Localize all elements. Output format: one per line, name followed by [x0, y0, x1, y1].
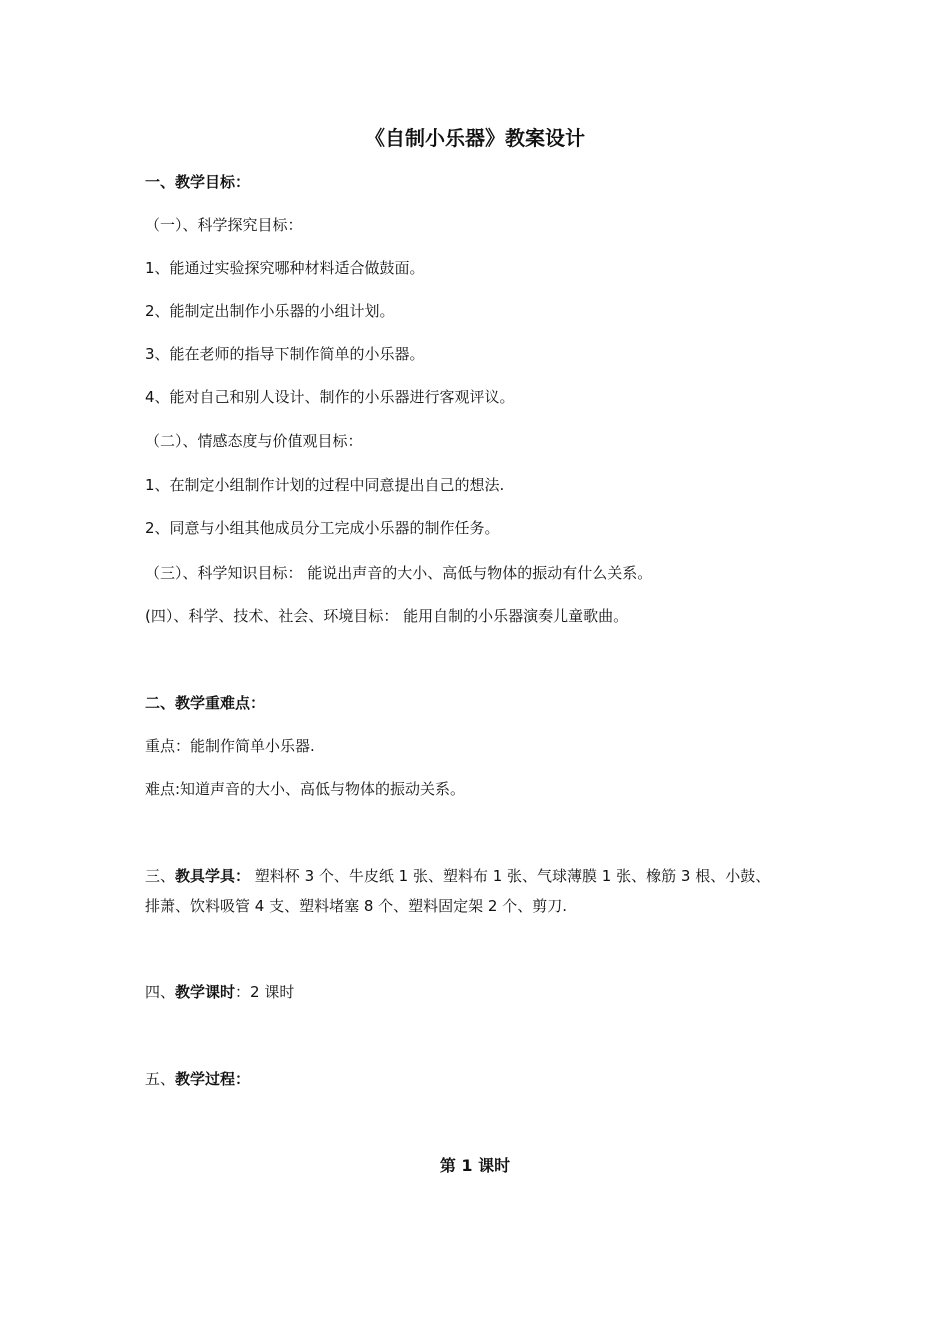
section3-label: 教具学具： [175, 867, 251, 885]
section4-label: 教学课时 [175, 983, 236, 1001]
section1-item: 2、同意与小组其他成员分工完成小乐器的制作任务。 [145, 519, 500, 537]
section5-prefix: 五、 [145, 1070, 176, 1088]
section1-sub4: (四）、科学、技术、社会、环境目标： 能用自制的小乐器演奏儿童歌曲。 [145, 607, 629, 625]
section4-value: ：2 课时 [235, 983, 295, 1001]
section3-text: 塑料杯 3 个、牛皮纸 1 张、塑料布 1 张、气球薄膜 1 张、橡筋 3 根、小鼓、 [250, 867, 771, 885]
section3-line1 [145, 865, 770, 887]
section1-item: 4、能对自己和别人设计、制作的小乐器进行客观评议。 [145, 388, 515, 406]
section3-prefix: 三、 [145, 867, 176, 885]
section1-heading: 一、教学目标： [145, 173, 251, 191]
document-title: 《自制小乐器》教案设计 [365, 126, 585, 150]
section1-item: 1、在制定小组制作计划的过程中同意提出自己的想法. [145, 476, 505, 494]
section1-item: 3、能在老师的指导下制作简单的小乐器。 [145, 345, 425, 363]
section4-prefix: 四、 [145, 983, 176, 1001]
section5 [145, 1068, 250, 1090]
section1-item: 1、能通过实验探究哪种材料适合做鼓面。 [145, 259, 425, 277]
section1-item: 2、能制定出制作小乐器的小组计划。 [145, 302, 395, 320]
key-point: 重点：能制作简单小乐器. [145, 737, 315, 755]
difficult-point: 难点:知道声音的大小、高低与物体的振动关系。 [145, 780, 466, 798]
lesson-heading: 第 1 课时 [439, 1156, 511, 1175]
section1-sub1: （一）、科学探究目标： [145, 216, 303, 234]
section5-label: 教学过程： [175, 1070, 251, 1088]
section2-heading: 二、教学重难点： [145, 694, 266, 712]
section1-sub2: （二）、情感态度与价值观目标： [145, 432, 363, 450]
section1-sub3: （三）、科学知识目标： 能说出声音的大小、高低与物体的振动有什么关系。 [145, 564, 653, 582]
section3-line2: 排萧、饮料吸管 4 支、塑料堵塞 8 个、塑料固定架 2 个、剪刀. [145, 897, 568, 915]
section4 [145, 981, 294, 1003]
